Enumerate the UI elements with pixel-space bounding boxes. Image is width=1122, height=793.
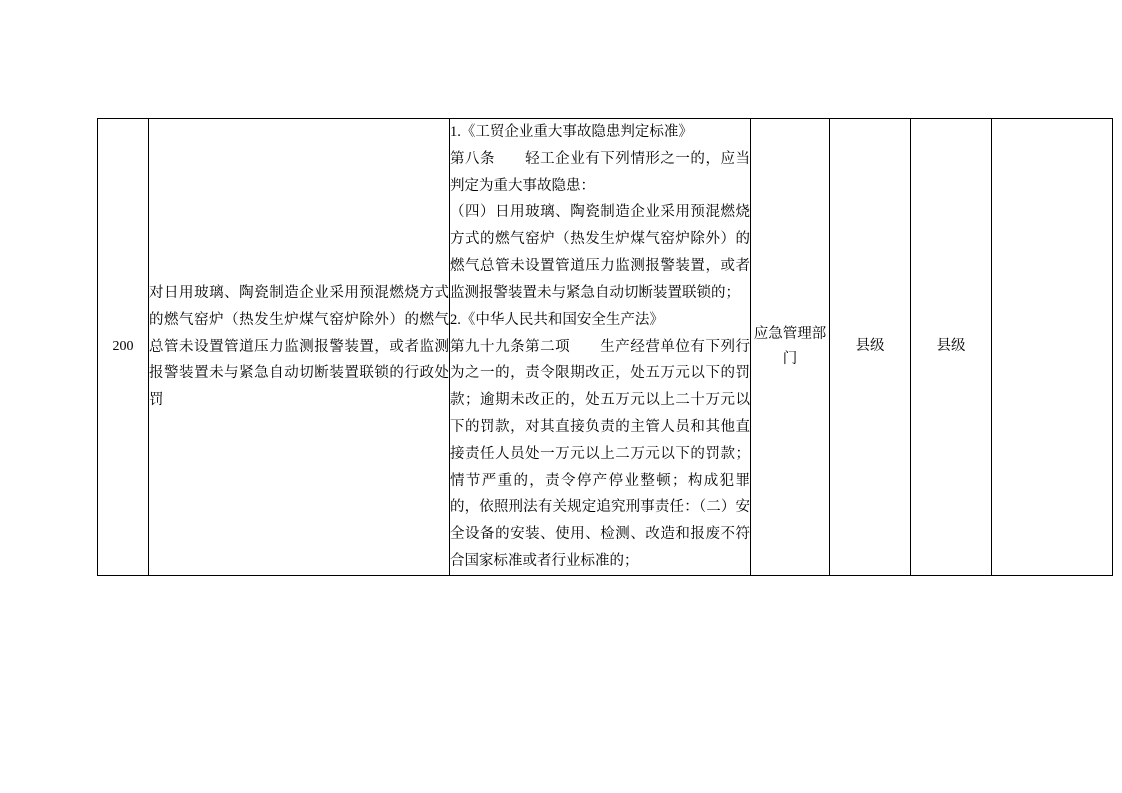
row-extra-cell bbox=[992, 119, 1113, 576]
row-level-1-cell: 县级 bbox=[830, 119, 911, 576]
row-basis-cell bbox=[450, 119, 751, 576]
basis-paragraph-5: 第九十九条第二项 生产经营单位有下列行为之一的，责令限期改正，处五万元以下的罚款；逾期未改正的，处五万元以上二十万元以下的罚款，对其直接负责的主管人员和其他直接责任人员处一万元以上二万元以下的罚款；情节严重的，责令停产停业整顿；构成犯罪的，依照刑法有关规定追究刑事责任：（二）安全设备的安装、使用、检测、改造和报废不符合国家标准或者行业标准的； bbox=[450, 338, 750, 569]
basis-paragraph-2: 第八条 轻工企业有下列情形之一的，应当判定为重大事故隐患： bbox=[450, 150, 750, 194]
basis-paragraph-3: （四）日用玻璃、陶瓷制造企业采用预混燃烧方式的燃气窑炉（热发生炉煤气窑炉除外）的燃气总管未设置管道压力监测报警装置，或者监测报警装置未与紧急自动切断装置联锁的； bbox=[450, 204, 750, 301]
row-item-cell: 对日用玻璃、陶瓷制造企业采用预混燃烧方式的燃气窑炉（热发生炉煤气窑炉除外）的燃气总管未设置管道压力监测报警装置，或者监测报警装置未与紧急自动切断装置联锁的行政处罚 bbox=[149, 119, 450, 576]
table-row bbox=[98, 119, 1113, 576]
row-level-2-cell: 县级 bbox=[911, 119, 992, 576]
row-index-cell: 200 bbox=[98, 119, 149, 576]
regulation-table bbox=[97, 118, 1113, 576]
table-body bbox=[98, 119, 1113, 576]
basis-paragraph-1: 1.《工贸企业重大事故隐患判定标准》 bbox=[450, 124, 693, 140]
row-department-cell: 应急管理部门 bbox=[751, 119, 830, 576]
basis-paragraph-4: 2.《中华人民共和国安全生产法》 bbox=[450, 311, 664, 328]
